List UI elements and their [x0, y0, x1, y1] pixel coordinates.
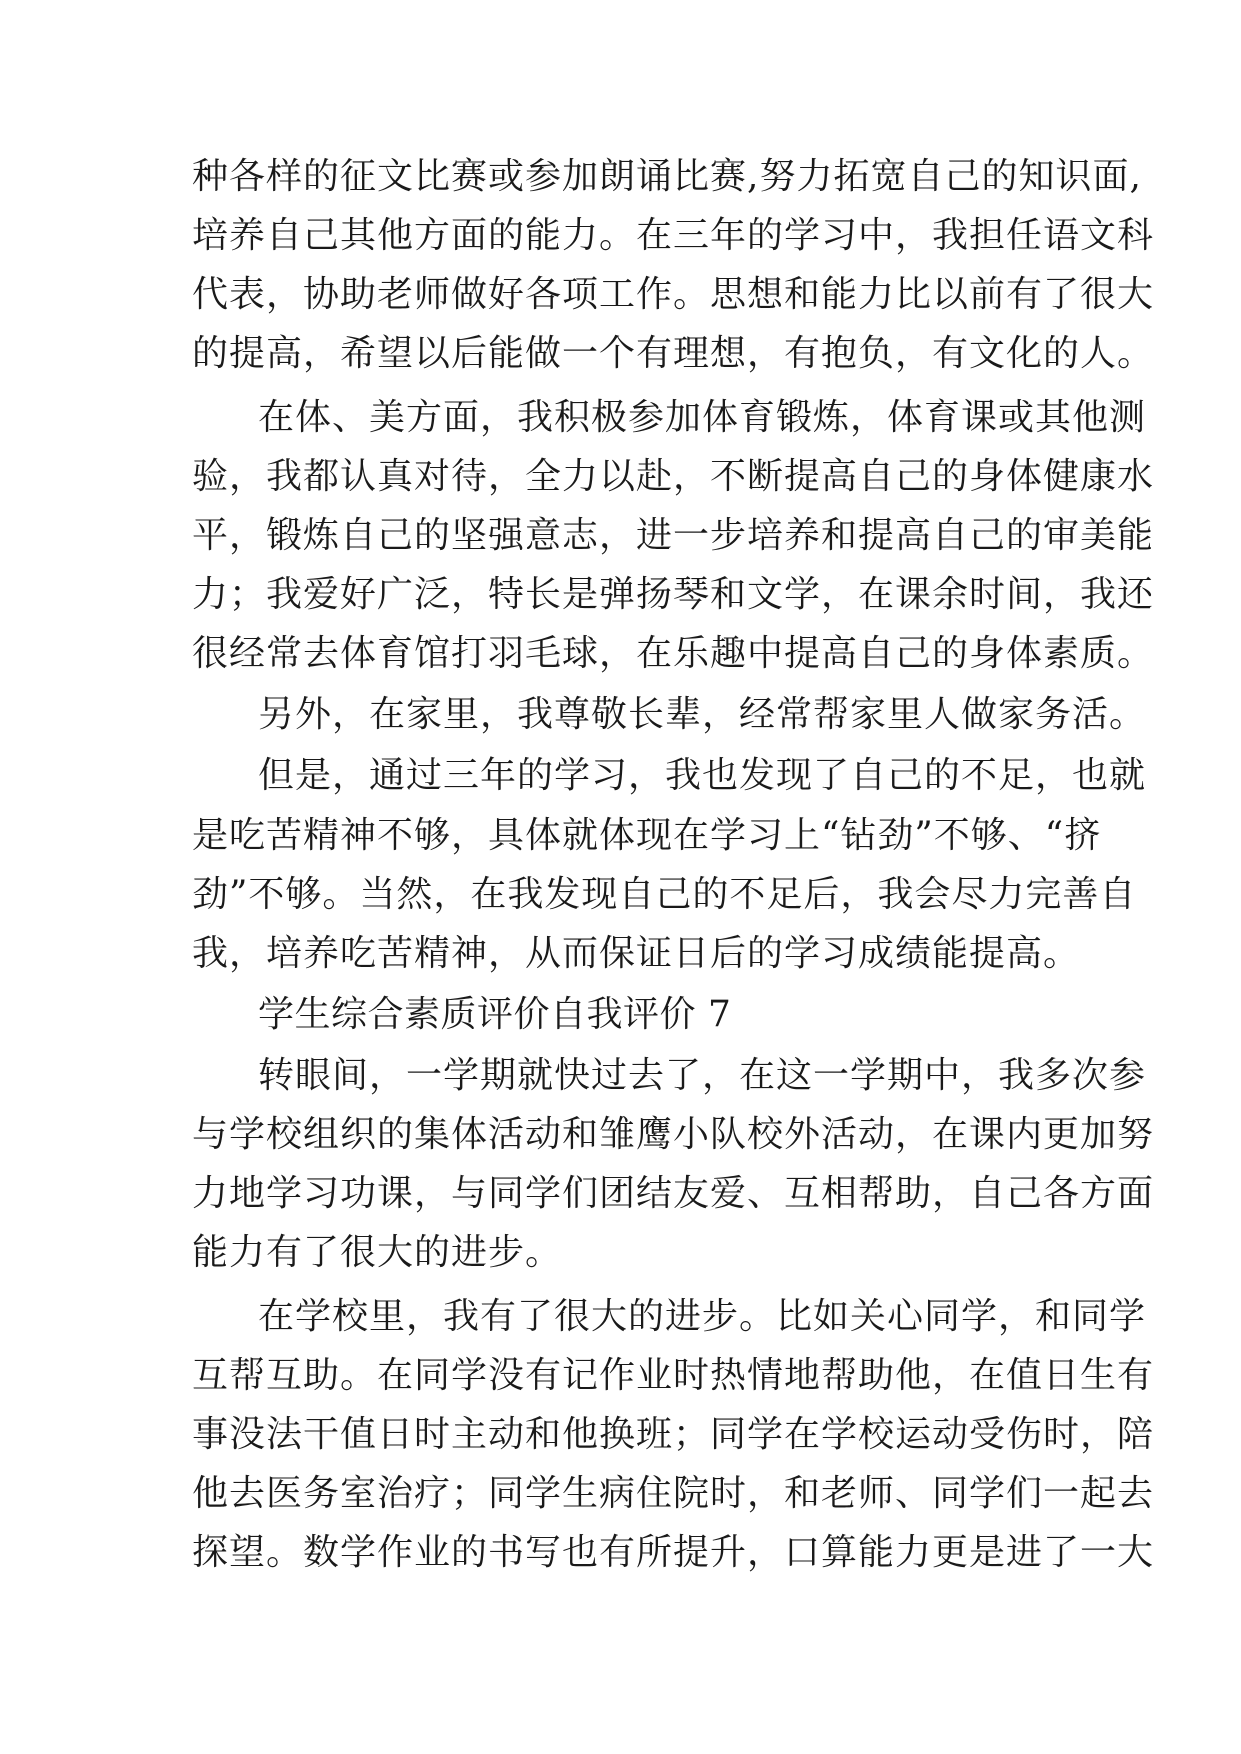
paragraph-line: 代表，协助老师做好各项工作。思想和能力比以前有了很大	[192, 274, 1155, 315]
paragraph-line: 事没法干值日时主动和他换班；同学在学校运动受伤时，陪	[192, 1414, 1155, 1455]
section-heading: 学生综合素质评价自我评价 7	[258, 994, 732, 1035]
paragraph-line: 互帮互助。在同学没有记作业时热情地帮助他，在值日生有	[192, 1355, 1155, 1396]
paragraph-line: 探望。数学作业的书写也有所提升，口算能力更是进了一大	[192, 1532, 1155, 1573]
paragraph-line: 平，锻炼自己的坚强意志，进一步培养和提高自己的审美能	[192, 515, 1155, 556]
paragraph-line: 很经常去体育馆打羽毛球，在乐趣中提高自己的身体素质。	[192, 633, 1155, 674]
paragraph-line: 种各样的征文比赛或参加朗诵比赛,努力拓宽自己的知识面,	[192, 156, 1142, 197]
paragraph-line: 他去医务室治疗；同学生病住院时，和老师、同学们一起去	[192, 1473, 1155, 1514]
paragraph-line: 与学校组织的集体活动和雏鹰小队校外活动，在课内更加努	[192, 1114, 1155, 1155]
paragraph-line: 劲”不够。当然，在我发现自己的不足后，我会尽力完善自	[192, 874, 1137, 915]
paragraph-line: 在体、美方面，我积极参加体育锻炼，体育课或其他测	[258, 397, 1147, 438]
paragraph-line: 是吃苦精神不够，具体就体现在学习上“钻劲”不够、“挤	[192, 815, 1102, 856]
paragraph-line: 在学校里，我有了很大的进步。比如关心同学，和同学	[258, 1296, 1147, 1337]
paragraph-line: 我，培养吃苦精神，从而保证日后的学习成绩能提高。	[192, 933, 1081, 974]
paragraph-line: 力地学习功课，与同学们团结友爱、互相帮助，自己各方面	[192, 1173, 1155, 1214]
paragraph-line: 力；我爱好广泛，特长是弹扬琴和文学，在课余时间，我还	[192, 574, 1155, 615]
paragraph-line: 的提高，希望以后能做一个有理想，有抱负，有文化的人。	[192, 333, 1155, 374]
paragraph-line: 转眼间，一学期就快过去了，在这一学期中，我多次参	[258, 1055, 1147, 1096]
paragraph-line: 另外，在家里，我尊敬长辈，经常帮家里人做家务活。	[258, 694, 1147, 735]
paragraph-line: 培养自己其他方面的能力。在三年的学习中，我担任语文科	[192, 215, 1155, 256]
paragraph-line: 能力有了很大的进步。	[192, 1232, 563, 1273]
paragraph-line: 验，我都认真对待，全力以赴，不断提高自己的身体健康水	[192, 456, 1155, 497]
paragraph-line: 但是，通过三年的学习，我也发现了自己的不足，也就	[258, 755, 1147, 796]
